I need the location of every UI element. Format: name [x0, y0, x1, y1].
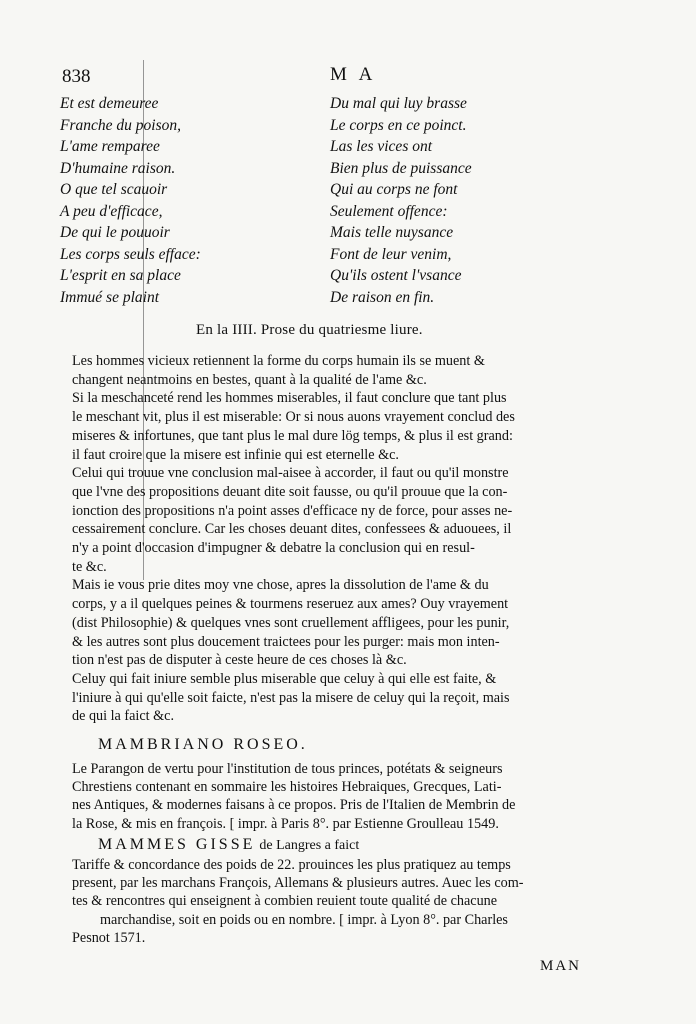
verse-line: Las les vices ont: [330, 138, 433, 155]
prose-line: n'y a point d'occasion d'impugner & debatre la conclusion qui en resul-: [72, 540, 475, 557]
prose-line: l'iniure à qui qu'elle soit faicte, n'est pas la misere de celuy qui la reçoit, mais: [72, 689, 510, 706]
verse-line: Font de leur venim,: [330, 245, 452, 263]
verse-left-column: [60, 93, 260, 308]
verse-line: De raison en fin.: [330, 288, 435, 306]
verse-line: L'esprit en sa place: [60, 267, 181, 284]
entry-line: nes Antiques, & modernes faisans à ce propos. Pris de l'Italien de Membrin de: [72, 797, 516, 814]
running-head: M A: [330, 64, 377, 85]
entry-line: Le Parangon de vertu pour l'institution de tous princes, potétats & seigneurs: [72, 761, 503, 777]
catchword: MAN: [540, 958, 582, 974]
verse-line: Le corps en ce poinct.: [330, 116, 467, 134]
prose-line: miseres & infortunes, que tant plus le mal dure lög temps, & plus il est grand:: [72, 427, 513, 444]
entry-heading-gisse: [98, 836, 359, 854]
prose-line: il faut croire que la misere est infinie qui est eternelle &c.: [72, 446, 399, 463]
prose-line: cessairement conclure. Car les choses deuant dites, confessees & aduouees, il: [72, 521, 512, 538]
prose-line: ionction des propositions n'a point asses d'efficace ny de force, pour asses ne-: [72, 502, 513, 519]
prose-line: & les autres sont plus doucement traictees pour les purger: mais mon inten-: [72, 633, 500, 650]
prose-block: [72, 352, 592, 726]
verse-line: D'humaine raison.: [60, 159, 176, 177]
entry-author-mambriano: MAMBRIANO ROSEO.: [98, 736, 308, 753]
prose-line: le meschant vit, plus il est miserable: Or si nous auons vrayement conclud des: [72, 409, 515, 426]
verse-line: Immué se plaint: [60, 288, 160, 306]
verse-line: Et est demeuree: [60, 95, 159, 112]
prose-line: Si la meschanceté rend les hommes miserables, il faut conclure que tant plus: [72, 390, 507, 407]
prose-heading: En la IIII. Prose du quatriesme liure.: [196, 322, 423, 338]
entry-author-gisse: MAMMES GISSE: [98, 836, 256, 853]
prose-line: Celuy qui fait iniure semble plus miserable que celuy à qui elle est faite, &: [72, 670, 497, 687]
verse-line: A peu d'efficace,: [60, 202, 163, 220]
verse-line: Seulement offence:: [330, 202, 448, 220]
prose-line: corps, y a il quelques peines & tourmens reseruez aux ames? Ouy vrayement: [72, 596, 509, 613]
verse-line: Qui au corps ne font: [330, 181, 458, 198]
verse-right-column: [330, 93, 580, 308]
prose-line: que l'vne des propositions deuant dite soit fausse, ou qu'il prouue que la con-: [72, 483, 508, 500]
entry-line: present, par les marchans François, Allemans & plusieurs autres. Auec les com-: [72, 875, 524, 892]
verse-line: O que tel scauoir: [60, 181, 168, 198]
entry-mambriano: [72, 760, 597, 833]
prose-line: (dist Philosophie) & quelques vnes sont cruellement affligees, pour les punir,: [72, 614, 510, 631]
verse-line: Bien plus de puissance: [330, 159, 472, 177]
verse-line: L'ame remparee: [60, 138, 160, 155]
entry-gisse: [72, 856, 597, 947]
entry-line: la Rose, & mis en françois. [ impr. à Paris 8°. par Estienne Groulleau 1549.: [72, 815, 499, 832]
entry-line: tes & rencontres qui enseignent à combien reuient toute qualité de chacune: [72, 893, 498, 910]
prose-line: Les hommes vicieux retiennent la forme du corps humain ils se muent &: [72, 353, 485, 369]
verse-line: Du mal qui luy brasse: [330, 95, 467, 112]
entry-line: Chrestiens contenant en sommaire les histoires Hebraiques, Grecques, Lati-: [72, 779, 502, 796]
verse-line: Franche du poison,: [60, 116, 181, 134]
prose-line: tion n'est pas de disputer à ceste heure de ces choses là &c.: [72, 652, 407, 669]
page-number: 838: [62, 66, 91, 87]
verse-line: Qu'ils ostent l'vsance: [330, 267, 462, 284]
entry-line: Pesnot 1571.: [72, 929, 146, 946]
prose-line: Celui qui trouue vne conclusion mal-aisee à accorder, il faut ou qu'il monstre: [72, 465, 509, 482]
entry-line: Tariffe & concordance des poids de 22. prouinces les plus pratiquez au temps: [72, 857, 511, 873]
entry-line: marchandise, soit en poids ou en nombre. [ impr. à Lyon 8°. par Charles: [100, 911, 508, 928]
verse-line: De qui le pouuoir: [60, 224, 170, 241]
verse-line: Les corps seuls efface:: [60, 245, 201, 263]
prose-line: Mais ie vous prie dites moy vne chose, apres la dissolution de l'ame & du: [72, 577, 489, 594]
verse-line: Mais telle nuysance: [330, 224, 454, 241]
prose-line: te &c.: [72, 558, 107, 575]
prose-line: de qui la faict &c.: [72, 708, 175, 725]
entry-author-place: de Langres a faict: [259, 838, 360, 853]
prose-line: changent neantmoins en bestes, quant à la qualité de l'ame &c.: [72, 371, 427, 388]
